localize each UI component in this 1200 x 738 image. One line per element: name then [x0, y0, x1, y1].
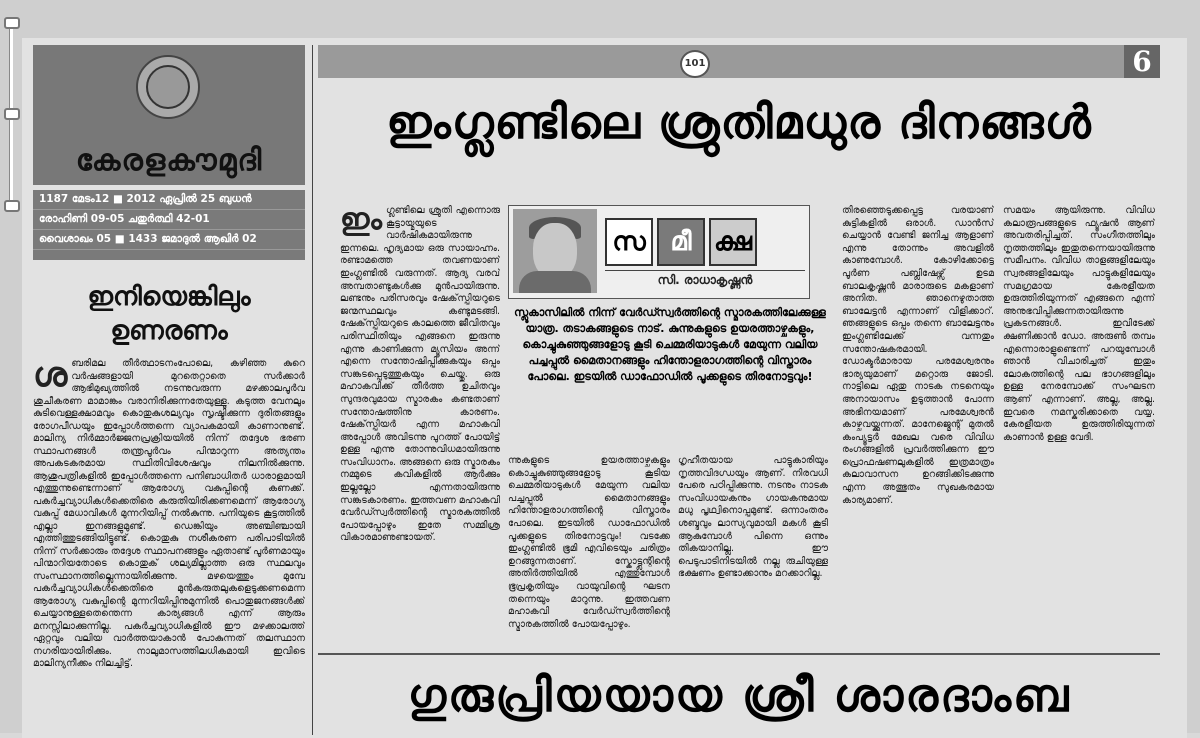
column-label-tile: മീ: [657, 218, 705, 266]
column-label-tile: ക്ഷ: [709, 218, 757, 266]
page-header-strip: [318, 45, 1160, 78]
page-badge: 101: [680, 50, 710, 78]
globe-logo-icon: [136, 55, 200, 119]
author-photo: [513, 209, 597, 293]
page-number: 6: [1124, 45, 1160, 78]
crop-handle-top[interactable]: [4, 17, 20, 29]
editorial-body: [33, 358, 305, 728]
article-column-1-text: ഗ്ലണ്ടിലെ ശ്രുതി എന്നൊരു കൂട്ടായ്മയുടെ വാർഷികമായിരുന്നു ഇന്നലെ. ഹൃദ്യമായ ഒരു സായാഹ്നം. രണ്ടാമത്തെ തവണയാണ് ഇംഗ്ലണ്ടിൽ വരുന്നത്. ആദ്യ വരവ് അമ്പതാണ്ടുകൾക്കു മുൻപായിരുന്നു. ലണ്ടനും പരിസരവും ഷേക്‌സ്പിയറുടെ ജന്മസ്ഥലവും കണ്ടുമടങ്ങി. ഷേക്‌സ്പിയറുടെ കാലത്തെ ജീവിതവും പരിസ്ഥിതിയും എങ്ങനെ ഇരുന്നു എന്നു കാണിക്കുന്ന മ്യൂസിയം അന്ന് എന്നെ സന്തോഷിപ്പിക്കുകയും ഒപ്പം സങ്കടപ്പെടുത്തുകയും ചെയ്തു. ഒരു മഹാകവിക്ക് തീർത്ത ഉചിതവും സുന്ദരവുമായ സ്മാരകം കണ്ടതാണ് സന്തോഷത്തിനു കാരണം. ഷേക്‌സ്പിയർ എന്ന മഹാകവി അപ്പോൾ അവിടന്നു പുറത്ത് പോയിട്ട് ഉള്ള എന്നു തോന്നുവിധമായിരുന്നു സംവിധാനം. അങ്ങനെ ഒരു സ്മാരകം നമ്മുടെ കവികളിൽ ആർക്കും ഇല്ലല്ലോ എന്നതായിരുന്നു സങ്കടകാരണം. ഇത്തവണ മഹാകവി വേർഡ്സ്വർത്തിന്റെ സ്മാരകത്തിൽ പോയപ്പോഴും ഇതേ സമ്മിശ്ര വികാരമാണുണ്ടായത്.: [340, 205, 500, 544]
dateline-line1: 1187 മേടം12 ■ 2012 ഏപ്രിൽ 25 ബുധൻ: [33, 190, 305, 210]
newspaper-name: കേരളകൗമുദി: [75, 143, 263, 178]
column-header-box: [508, 205, 810, 299]
article-column-1: [340, 205, 500, 645]
article-column-2: ന്നുകളുടെ ഉയരത്താഴ്ചകളും കൊച്ചുകുഞ്ഞുങ്ങളോടു കൂടിയ ചെമ്മരിയാടുകൾ മേയുന്ന വലിയ പച്ചപ്പുൽ മൈതാനങ്ങളും ഹിന്തോളരാഗത്തിന്റെ വിസ്താരം പോലെ. ഇടയിൽ ഡാഫോഡിൽ പൂക്കളുടെ തിരനോട്ടവും! വടക്കേ ഇംഗ്ലണ്ടിൽ ഭൂമി എവിടെയും ചരിത്രം ഉറങ്ങുന്നതാണ്. സ്കോട്ട്ലന്റിന്റെ അതിർത്തിയിൽ എത്തുമ്പോൾ ഭൂപ്രകൃതിയും വായുവിന്റെ ഘടന തന്നെയും മാറുന്നു. ഇത്തവണ മഹാകവി വേർഡ്സ്വർത്തിന്റെ സ്മാരകത്തിൽ പോയപ്പോഴും.: [508, 455, 670, 630]
article-column-5: സമയം ആയിരുന്നു. വിവിധ കലാരൂപങ്ങളുടെ ഫ്യൂഷൻ ആണ് അവതരിപ്പിച്ചത്. സംഗീതത്തിലും നൃത്തത്തിലും ഇതുതന്നെയായിരുന്നു സമീപനം. വിവിധ താളങ്ങളിലേയും സ്വരങ്ങളിലേയും പാട്ടുകളിലേയും സമഗ്രമായ കേരളീയത ഉരുത്തിരിയുന്നത് എങ്ങനെ എന്ന് അനുഭവിപ്പിക്കുന്നതായിരുന്നു പ്രകടനങ്ങൾ. ഇവിടേക്ക് ക്ഷണിക്കാൻ ഡോ. അരുൺ തമ്പം എന്നൊരാളുണ്ടെന്ന് പറയുമ്പോൾ ഞാൻ വിചാരിച്ചത് ഇതും ലോകത്തിന്റെ പല ഭാഗങ്ങളിലും ഉള്ള നേരമ്പോക്ക് സംഘടന ആണ് എന്നാണ്. അല്ല, അല്ല. ഇവരെ നമസ്കരിക്കാതെ വയ്യ. കേരളീയത ഉരുത്തിരിയുന്നത് കാണാൻ ഉള്ള വേദി.: [1003, 205, 1155, 443]
author-name: സി. രാധാകൃഷ്ണൻ: [605, 270, 805, 288]
masthead: [33, 45, 305, 185]
crop-handle-bottom[interactable]: [4, 200, 20, 212]
article-summary: സ്ലൂകാസിലിൽ നിന്ന് വേർഡ്സ്വർത്തിന്റെ സ്മാരകത്തിലേക്കുള്ള യാത്ര. തടാകങ്ങളുടെ നാട്. കുന്നുകളുടെ ഉയരത്താഴ്ചകളും, കൊച്ചുകുഞ്ഞുങ്ങളോടു കൂടി ചെമ്മരിയാടുകൾ മേയുന്ന വലിയ പച്ചപ്പുൽ മൈതാനങ്ങളും ഹിന്തോളരാഗത്തിന്റെ വിസ്താരം പോലെ. ഇടയിൽ ഡാഫോഡിൽ പൂക്കളുടെ തിരനോട്ടവും!: [514, 306, 826, 383]
editorial-dropcap: ശ: [33, 358, 68, 395]
editorial-headline: ഇനിയെങ്കിലും ഉണരണം: [87, 282, 251, 346]
dateline-line2: രോഹിണി 09-05 ചതുർത്ഥി 42-01: [33, 210, 305, 230]
main-headline: ഇംഗ്ലണ്ടിലെ ശ്രുതിമധുര ദിനങ്ങൾ: [386, 95, 1092, 149]
column-divider: [312, 45, 313, 735]
column-label-tile: സ: [605, 218, 653, 266]
dateline-line3: വൈശാഖം 05 ■ 1433 ജമാദുൽ ആഖിർ 02: [33, 230, 305, 250]
bottom-headline: ഗുരുപ്രിയയായ ശ്രീ ശാരദാംബ: [407, 668, 1071, 722]
section-divider: [318, 653, 1160, 655]
column-label: [605, 218, 757, 266]
editorial-text: ബരിമല തീർത്ഥാടനംപോലെ, കഴിഞ്ഞ കുറെ വർഷങ്ങളായി മുറതെറ്റാതെ സർക്കാർ ആഭിമുഖ്യത്തിൽ നടന്നുവരുന്ന മഴക്കാലപൂർവ ശുചീകരണ മാമാങ്കം വരാനിരിക്കുന്നതേയുള്ളൂ. കടുത്ത വേനലും കുടിവെള്ളക്ഷാമവും കൊതുകുശല്യവും സൃഷ്ടിക്കുന്ന ദുരിതങ്ങളും രോഗപീഡയും ഇപ്പോൾത്തന്നെ വ്യാപകമായി കാണാനുണ്ട്. മാലിന്യ നിർമ്മാർജ്ജനപ്രക്രിയയിൽ നിന്ന് തദ്ദേശ ഭരണ സ്ഥാപനങ്ങൾ തന്ത്രപൂർവം പിന്മാറുന്ന അത്യന്തം അപകടകരമായ സ്ഥിതിവിശേഷവും നിലനിൽക്കുന്നു. ആശുപത്രികളിൽ ഇപ്പോൾത്തന്നെ പനിബാധിതർ ധാരാളമായി എത്തുന്നുണ്ടെന്നാണ് ആരോഗ്യ വകുപ്പിന്റെ കണക്ക്. പകർച്ചവ്യാധികൾക്കെതിരെ കരുതിയിരിക്കണമെന്ന് ആരോഗ്യ വകുപ്പ് മേധാവികൾ മുന്നറിയിപ്പ് നൽകുന്നു. പനിയുടെ കൂട്ടത്തിൽ എല്ലാ ഇനങ്ങളുമുണ്ട്. ഡെങ്കിയും അഞ്ചിഞ്ചായി എത്തിത്തുടങ്ങിയിട്ടുണ്ട്. കൊതുകു നശീകരണ പരിപാടിയിൽ നിന്ന് സർക്കാരും തദ്ദേശ സ്ഥാപനങ്ങളും ഏതാണ്ട് പൂർണമായും പിന്മാറിയതോടെ കൊതുക് ശല്യമില്ലാത്ത ഒരു സ്ഥലവും സംസ്ഥാനത്തില്ലെന്നായിരിക്കുന്നു. മഴയെത്തും മുമ്പേ പകർച്ചവ്യാധികൾക്കെതിരെ മുൻകരുതലുകളെടുക്കണമെന്ന ആരോഗ്യ വകുപ്പിന്റെ മുന്നറിയിപ്പിനുമുന്നിൽ പൊതുജനങ്ങൾക്ക് ചെയ്യാനുള്ളതെന്തെന്ന കാര്യങ്ങൾ എന്ന് ആരും മനസ്സിലാക്കുന്നില്ല. പകർച്ചവ്യാധികളിൽ ഈ മഴക്കാലത്ത് ഏറ്റവും വലിയ വാർത്തയാകാൻ പോകുന്നത് തലസ്ഥാന നഗരിയായിരിക്കും. നാലുമാസത്തിലധികമായി ഇവിടെ മാലിന്യനീക്കം നിലച്ചിട്ട്.: [33, 358, 305, 669]
article-column-3: ഗൃഹീതയായ പാട്ടുകാരിയും നൃത്തവിദഗ്ധയും ആണ്. നിരവധി പേരെ പഠിപ്പിക്കുന്നു. നടനും നാടക സംവിധായകനും ഗായകനുമായ മധു പൃഥ്വിനൊപ്പമുണ്ട്. ഒന്നാംതരം ശബ്ദവും ലാസ്യവുമായി മകൾ കൂടി ആകുമ്പോൾ പിന്നെ ഒന്നും തികയാനില്ല. ഈ പെടുപാടിനിടയിൽ നല്ല രുചിയുള്ള ഭക്ഷണം ഉണ്ടാക്കാനും മറക്കാറില്ല.: [678, 455, 828, 580]
article-column-4: തിരഞ്ഞെടുക്കപ്പെട്ട വരയാണ് കുട്ടികളിൽ ഒരാൾ. ഡാൻസ് ചെയ്യാൻ വേണ്ടി ജനിച്ച ആളാണ് എന്നു തോന്നും അവളിൽ കാണുമ്പോൾ. കോഴിക്കോട്ടെ പൂർണ പബ്ലിഷേഴ്സ് ഉടമ ബാലകൃഷ്ണൻ മാരാരുടെ മകളാണ് അനിത. ഞാനെഴുതാത്ത ബാലേട്ടൻ എന്നാണ് വിളിക്കാറ്. ഞങ്ങളുടെ ഒപ്പം തന്നെ ബാലേട്ടനും ഇംഗ്ലണ്ടിലേക്ക് വന്നതും സന്തോഷകരമായി. ഡോക്ടർമാരായ പരമേശ്വരനും ഭാര്യയുമാണ് മറ്റൊരു ജോടി. നാട്ടിലെ ഏതു നാടക നടനെയും അനായാസം ഉടുത്താൻ പോന്ന അഭിനയമാണ് പരമേശ്വരൻ കാഴ്ചവയ്ക്കുന്നത്. മാനേജ്മെന്റ് മുതൽ കംപ്യൂട്ടർ മേഖല വരെ വിവിധ രംഗങ്ങളിൽ പ്രവർത്തിക്കുന്ന ഈ പ്രൊഫഷണലുകളിൽ ഇത്രമാത്രം കലാവാസന ഉറങ്ങിക്കിടക്കുന്നു എന്ന അത്ഭുതം സുഖകരമായ കാര്യമാണ്.: [842, 205, 994, 506]
dateline: [33, 190, 305, 260]
article-dropcap: ഇം: [340, 205, 382, 237]
crop-handle-middle[interactable]: [4, 108, 20, 120]
